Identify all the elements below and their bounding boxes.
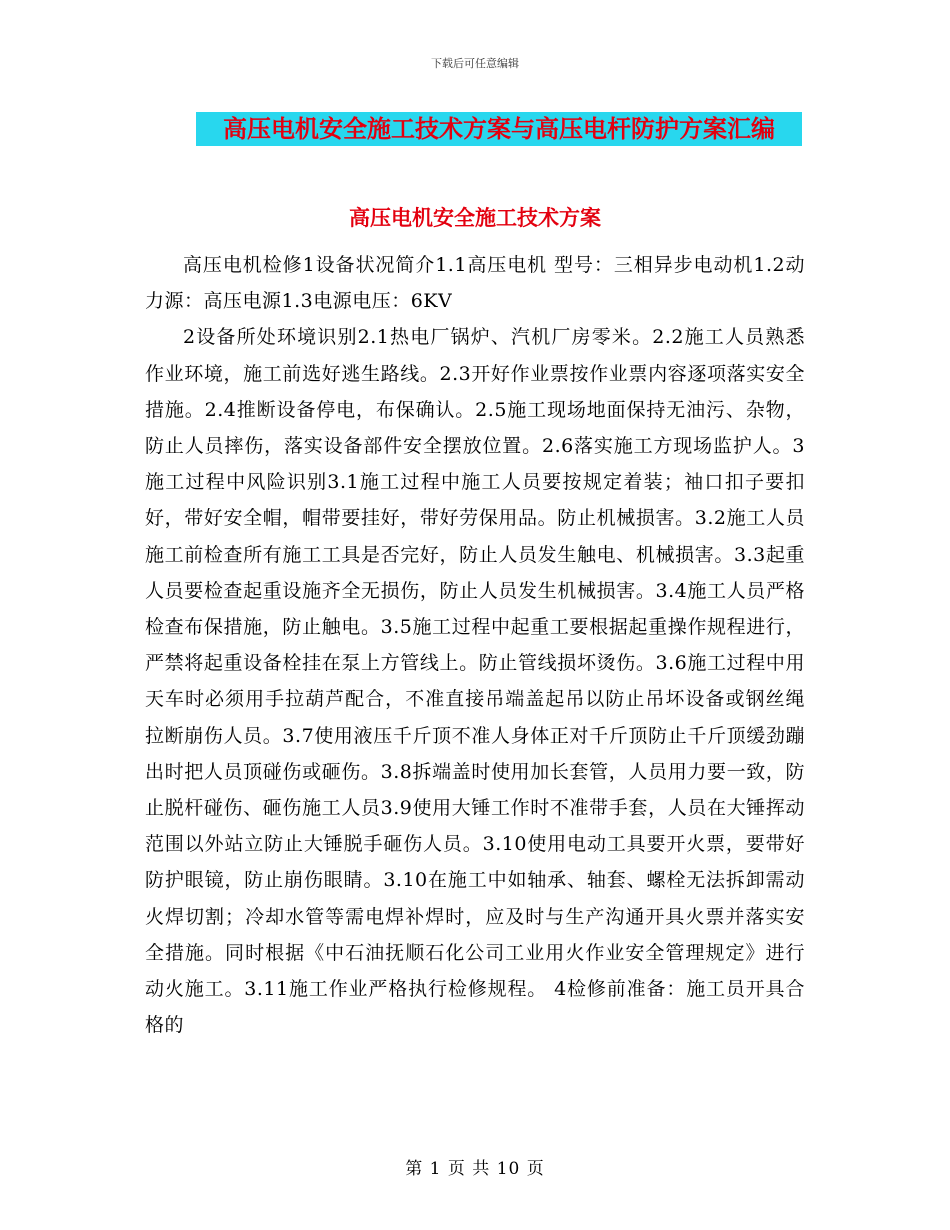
- paragraph: 高压电机检修1设备状况简介1.1高压电机 型号：三相异步电动机1.2动力源：高压电源1.3电源电压：6KV: [145, 254, 805, 313]
- paragraph: 2设备所处环境识别2.1热电厂锅炉、汽机厂房零米。2.2施工人员熟悉作业环境，施工前选好逃生路线。2.3开好作业票按作业票内容逐项落实安全措施。2.4推断设备停电，布保确认。2.5施工现场地面保持无油污、杂物，防止人员摔伤，落实设备部件安全摆放位置。2.6落实施工方现场监护人。3施工过程中风险识别3.1施工过程中施工人员要按规定着装；袖口扣子要扣好，带好安全帽，帽带要挂好，带好劳保用品。防止机械损害。3.2施工人员施工前检查所有施工工具是否完好，防止人员发生触电、机械损害。3.3起重人员要检查起重设施齐全无损伤，防止人员发生机械损害。3.4施工人员严格检查布保措施，防止触电。3.5施工过程中起重工要根据起重操作规程进行，严禁将起重设备栓挂在泵上方管线上。防止管线损坏烫伤。3.6施工过程中用天车时必须用手拉葫芦配合，不准直接吊端盖起吊以防止吊坏设备或钢丝绳拉断崩伤人员。3.7使用液压千斤顶不准人身体正对千斤顶防止千斤顶缓劲蹦出时把人员顶碰伤或砸伤。3.8拆端盖时使用加长套管，人员用力要一致，防止脱杆碰伤、砸伤施工人员3.9使用大锤工作时不准带手套，人员在大锤挥动范围以外站立防止大锤脱手砸伤人员。3.10使用电动工具要开火票，要带好防护眼镜，防止崩伤眼睛。3.10在施工中如轴承、轴套、螺栓无法拆卸需动火焊切割；冷却水管等需电焊补焊时，应及时与生产沟通开具火票并落实安全措施。同时根据《中石油抚顺石化公司工业用火作业安全管理规定》进行动火施工。3.11施工作业严格执行检修规程。 4检修前准备：施工员开具合格的: [145, 326, 805, 1037]
- page-footer: 第 1 页 共 10 页: [405, 1159, 545, 1179]
- header-note: 下载后可任意编辑: [431, 57, 519, 70]
- document-main-title: 高压电机安全施工技术方案与高压电杆防护方案汇编: [196, 112, 802, 146]
- document-body: [145, 247, 805, 1043]
- section-title: 高压电机安全施工技术方案: [349, 206, 601, 230]
